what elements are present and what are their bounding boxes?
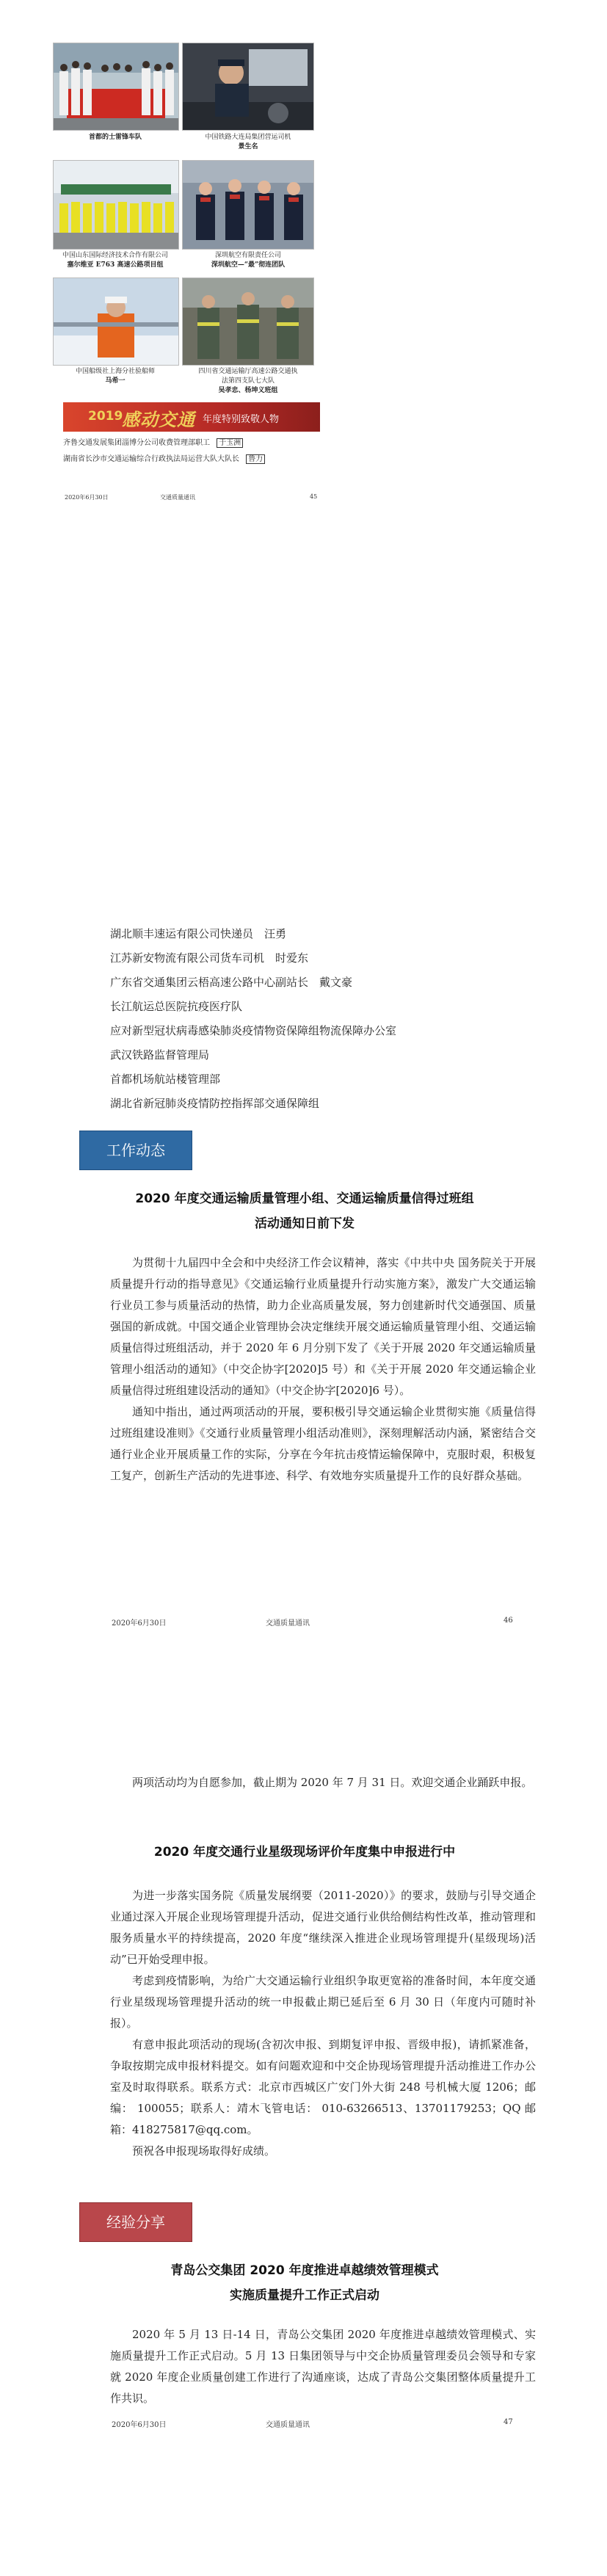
paragraph: 考虑到疫情影响，为给广大交通运输行业组织争取更宽裕的准备时间，本年度交通行业星级现场管理提升活动的统一申报截止期已延后至 6 月 30 日（年度内可随时补报）。 [110, 1974, 536, 2030]
tribute-line-2: 湖南省长沙市交通运输综合行政执法局运营大队大队长 鲁力 [63, 454, 320, 465]
photo-train-driver [182, 43, 314, 131]
list-item: 广东省交通集团云梧高速公路中心副站长 戴文豪 [110, 976, 353, 989]
photo-ship-surveyor [53, 277, 179, 366]
list-item: 首都机场航站楼管理部 [110, 1073, 221, 1086]
caption-4: 深圳航空有限责任公司 深圳航空—“最”彻连团队 [211, 252, 286, 269]
footer-page-47 [0, 2418, 607, 2428]
paragraph: 为进一步落实国务院《质量发展纲要（2011-2020）》的要求，鼓励与引导交通企业通过深入开展企业现场管理提升活动，促进交通行业供给侧结构性改革，推动管理和服务质量水平的持续提高，2020 年度“继续深入推进企业现场管理提升(星级现场)活动”已开始受理申报。 [110, 1889, 536, 1966]
paragraph: 通知中指出，通过两项活动的开展，要积极引导交通运输企业贯彻实施《质量信得过班组建设准则》《交通行业质量管理小组活动准则》，深刻理解活动内涵，紧密结合交通行业企业开展质量工作的实际，分享在今年抗击疫情运输保障中，克服时艰，积极复工复产，创新生产活动的先进事迹、科学、有效地夯实质量提升工作的良好群众基础。 [110, 1405, 536, 1482]
footer-page-46 [0, 1617, 607, 1627]
article3-title: 青岛公交集团 2020 年度推进卓越绩效管理模式 实施质量提升工作正式启动 [170, 2263, 439, 2303]
banner-brand: 感动交通 [122, 410, 195, 430]
article2-title: 2020 年度交通行业星级现场评价年度集中申报进行中 [153, 1845, 456, 1860]
footer-date: 2020年6月30日 [112, 1619, 167, 1628]
list-item: 江苏新安物流有限公司货车司机 时爱东 [110, 951, 309, 965]
article3-body [110, 2324, 536, 2409]
footer-journal: 交通质量通讯 [266, 2421, 310, 2429]
photo-airline-crew [182, 160, 314, 250]
footer-date: 2020年6月30日 [112, 2421, 167, 2429]
section-tag-experience: 经验分享 [79, 2202, 192, 2242]
article-body [110, 1252, 536, 1487]
footer-page-number: 45 [310, 493, 318, 500]
article2-body [110, 1885, 536, 2162]
intro-paragraph: 两项活动均为自愿参加，截止期为 2020 年 7 月 31 日。欢迎交通企业踊跃申报。 [132, 1776, 533, 1789]
section-tag-work-news: 工作动态 [79, 1131, 192, 1170]
caption-2: 中国铁路大连局集团营运司机 景生名 [205, 134, 291, 150]
footer-journal: 交通质量通讯 [266, 1619, 310, 1628]
footer-page-45 [0, 493, 607, 504]
tribute-name-1: 于玉洲 [217, 438, 243, 448]
paragraph: 预祝各申报现场取得好成绩。 [132, 2144, 276, 2158]
caption-1: 首都的士雷锋车队 [88, 134, 142, 141]
list-item: 湖北顺丰速运有限公司快递员 汪勇 [110, 927, 287, 940]
paragraph: 2020 年 5 月 13 日-14 日，青岛公交集团 2020 年度推进卓越绩效管理模式、实施质量提升工作正式启动。5 月 13 日集团领导与中交企协质量管理委员会领导和专家就 2020 年度企业质量创建工作进行了沟通座谈，达成了青岛公交集团整体质量提升工作共识。 [110, 2328, 536, 2405]
footer-date: 2020年6月30日 [65, 494, 109, 501]
article-title: 2020 年度交通运输质量管理小组、交通运输质量信得过班组 活动通知日前下发 [135, 1191, 474, 1231]
footer-page-number: 46 [504, 1617, 513, 1625]
tribute-line-1: 齐鲁交通发展集团淄博分公司收费管理部职工 于玉洲 [63, 438, 320, 449]
list-item: 湖北省新冠肺炎疫情防控指挥部交通保障组 [110, 1097, 320, 1110]
paragraph: 为贯彻十九届四中全会和中央经济工作会议精神，落实《中共中央 国务院关于开展质量提升行动的指导意见》《交通运输行业质量提升行动实施方案》，激发广大交通运输行业员工参与质量活动的热情，助力企业高质量发展，努力创建新时代交通强国、质量强国的新成就。中国交通企业管理协会决定继续开展交通运输质量管理小组、交通运输质量信得过班组活动，并于 2020 年 6 月分别下发了《关于开展 2020 年交通运输质量管理小组活动的通知》（中交企协字[2020]5 号）和《关于开展 2020 年交通运输企业质量信得过班组建设活动的通知》（中交企协字[2020]6 号）。 [110, 1256, 536, 1397]
banner-subtitle: 年度特别致敬人物 [203, 414, 280, 425]
footer-journal: 交通质量通讯 [160, 494, 195, 501]
caption-3: 中国山东国际经济技术合作有限公司 塞尔维亚 E763 高速公路项目组 [62, 252, 168, 269]
footer-page-number: 47 [504, 2418, 513, 2426]
list-item: 武汉铁路监督管理局 [110, 1048, 210, 1062]
paragraph: 有意申报此项活动的现场(含初次申报、到期复评申报、晋级申报)，请抓紧准备，争取按期完成申报材料提交。如有问题欢迎和中交企协现场管理提升活动推进工作办公室及时取得联系。联系方式：北京市西城区广安门外大街 248 号机械大厦 1206；邮编： 100055；联系人：靖木飞管电话： 010-63266513、13701179253；QQ 邮箱：418275817@qq.com。 [110, 2038, 536, 2136]
photo-taxi-team [53, 43, 179, 131]
tribute-name-2: 鲁力 [246, 454, 265, 464]
photo-road-project-team [53, 160, 179, 250]
list-item: 长江航运总医院抗疫医疗队 [110, 1000, 243, 1013]
caption-6: 四川省交通运输厅高速公路交通执 法第四支队七大队 吴孝忠、杨坤义班组 [198, 368, 298, 394]
photo-highway-police [182, 277, 314, 366]
caption-5: 中国船级社上海分社验船师 马希一 [75, 368, 155, 385]
banner-year: 2019 [88, 409, 123, 424]
tribute-banner [63, 402, 320, 432]
list-item: 应对新型冠状病毒感染肺炎疫情物资保障组物流保障办公室 [110, 1024, 397, 1037]
